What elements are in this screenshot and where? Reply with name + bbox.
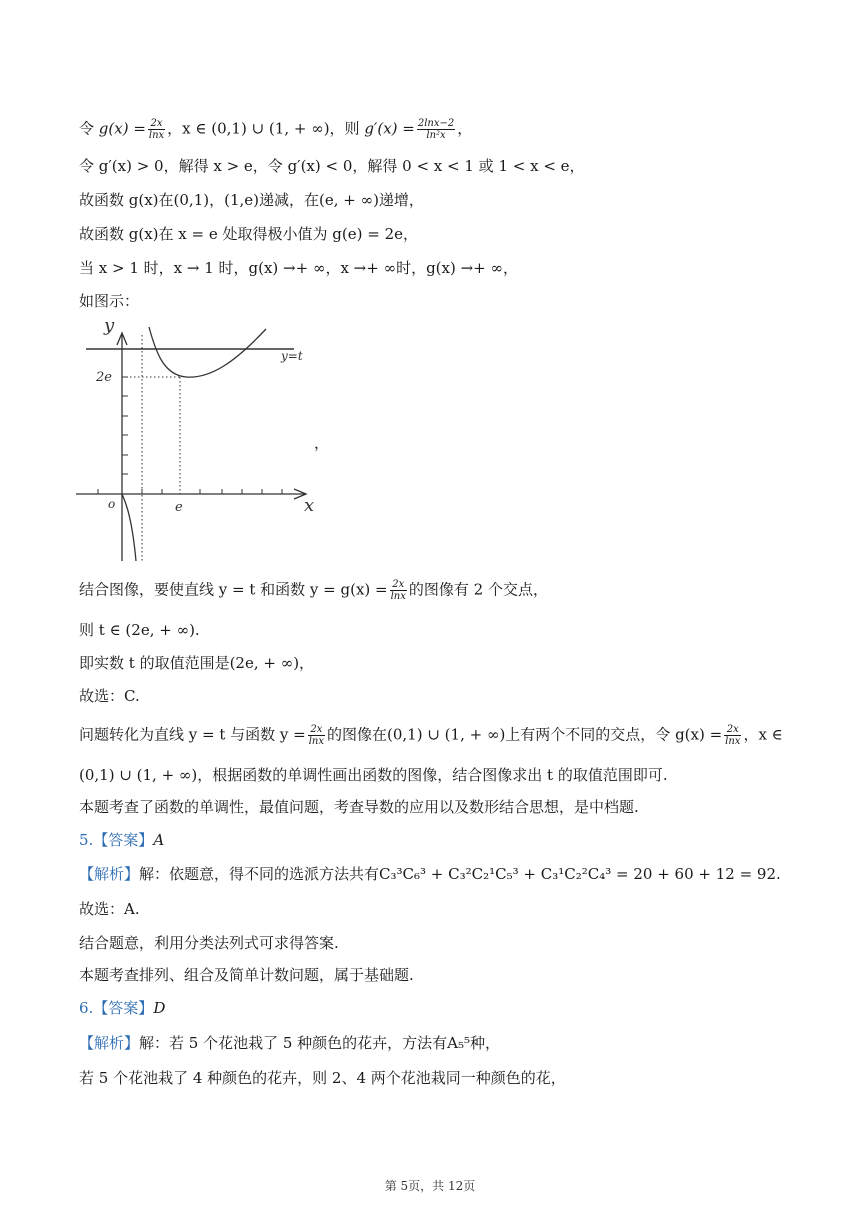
text-line-21: 若 5 个花池栽了 4 种颜色的花卉，则 2、4 两个花池栽同一种颜色的花， xyxy=(79,1069,566,1087)
text-line-1: 令 g(x) = $\frac{2x}{\ln x}$ ，x ∈ (0,1) ∪ (1, + ∞)，则 g′(x) = $\frac{2\ln x-2}{\text{ln²x}}$ ， xyxy=(79,118,473,141)
e-label: e xyxy=(175,500,183,515)
fraction: $\frac{2x}{\ln x}$ xyxy=(148,118,165,141)
fraction: $\frac{2x}{\ln x}$ xyxy=(308,724,325,747)
fraction: $\frac{2x}{\ln x}$ xyxy=(725,724,741,747)
text-line-5: 当 x > 1 时，x → 1 时，g(x) →+ ∞，x →+ ∞时，g(x) →+ ∞， xyxy=(79,259,519,277)
origin-label: o xyxy=(108,497,116,511)
line-label: y=t xyxy=(281,349,303,363)
text-line-3: 故函数 g(x)在(0,1)，(1,e)递减，在(e, + ∞)递增， xyxy=(79,191,424,209)
text-line-2: 令 g′(x) > 0，解得 x > e，令 g′(x) < 0，解得 0 < x < 1 或 1 < x < e， xyxy=(79,157,585,175)
text-line-9: 即实数 t 的取值范围是(2e, + ∞)， xyxy=(79,654,315,672)
text-line-10: 故选：C. xyxy=(79,687,140,705)
fraction: $\frac{2x}{\ln x}$ xyxy=(390,579,406,602)
text-line-6: 如图示： xyxy=(79,292,140,310)
y-ticks xyxy=(122,377,128,474)
text-line-13: 本题考查了函数的单调性，最值问题，考查导数的应用以及数形结合思想，是中档题. xyxy=(79,798,639,816)
fraction: $\frac{2\ln x-2}{\text{ln²x}}$ xyxy=(417,118,455,141)
analysis-5: 【解析】解：依题意，得不同的选派方法共有C₃³C₆³ + C₃²C₂¹C₅³ + C₃¹C₂²C₄³ = 20 + 60 + 12 = 92. xyxy=(79,865,781,883)
x-axis-label: x xyxy=(304,495,315,516)
page-footer: 第 5页，共 12页 xyxy=(384,1179,476,1193)
answer-5: 5.【答案】A xyxy=(79,831,165,849)
text-line-17: 结合题意，利用分类法列式可求得答案. xyxy=(79,934,339,952)
text-line-16: 故选：A. xyxy=(79,900,140,918)
text-line-7: 结合图像，要使直线 y = t 和函数 y = g(x) = $\frac{2x}{\ln x}$ 的图像有 2 个交点， xyxy=(79,579,548,602)
curve-right-branch xyxy=(149,327,266,377)
text-line-12: (0,1) ∪ (1, + ∞)，根据函数的单调性画出函数的图像，结合图像求出 t 的取值范围即可. xyxy=(79,766,668,784)
text-line-11: 问题转化为直线 y = t 与函数 y = $\frac{2x}{\ln x}$ 的图像在(0,1) ∪ (1, + ∞)上有两个不同的交点，令 g(x) = $\frac{2x}{\ln x}$ ，x ∈ xyxy=(79,724,783,747)
answer-6: 6.【答案】D xyxy=(79,999,166,1017)
two-e-label: 2e xyxy=(96,370,112,385)
text-line-8: 则 t ∈ (2e, + ∞). xyxy=(79,621,200,639)
x-ticks xyxy=(98,489,282,494)
curve-left-branch xyxy=(122,494,136,561)
text-line-4: 故函数 g(x)在 x = e 处取得极小值为 g(e) = 2e， xyxy=(79,225,418,243)
analysis-6: 【解析】解：若 5 个花池栽了 5 种颜色的花卉，方法有A₅⁵种， xyxy=(79,1034,501,1052)
graph-trailing-comma: ， xyxy=(314,434,330,452)
function-graph xyxy=(76,313,326,565)
y-axis-label: y xyxy=(104,315,115,336)
graph-svg xyxy=(76,313,326,565)
text-line-18: 本题考查排列、组合及简单计数问题，属于基础题. xyxy=(79,966,414,984)
